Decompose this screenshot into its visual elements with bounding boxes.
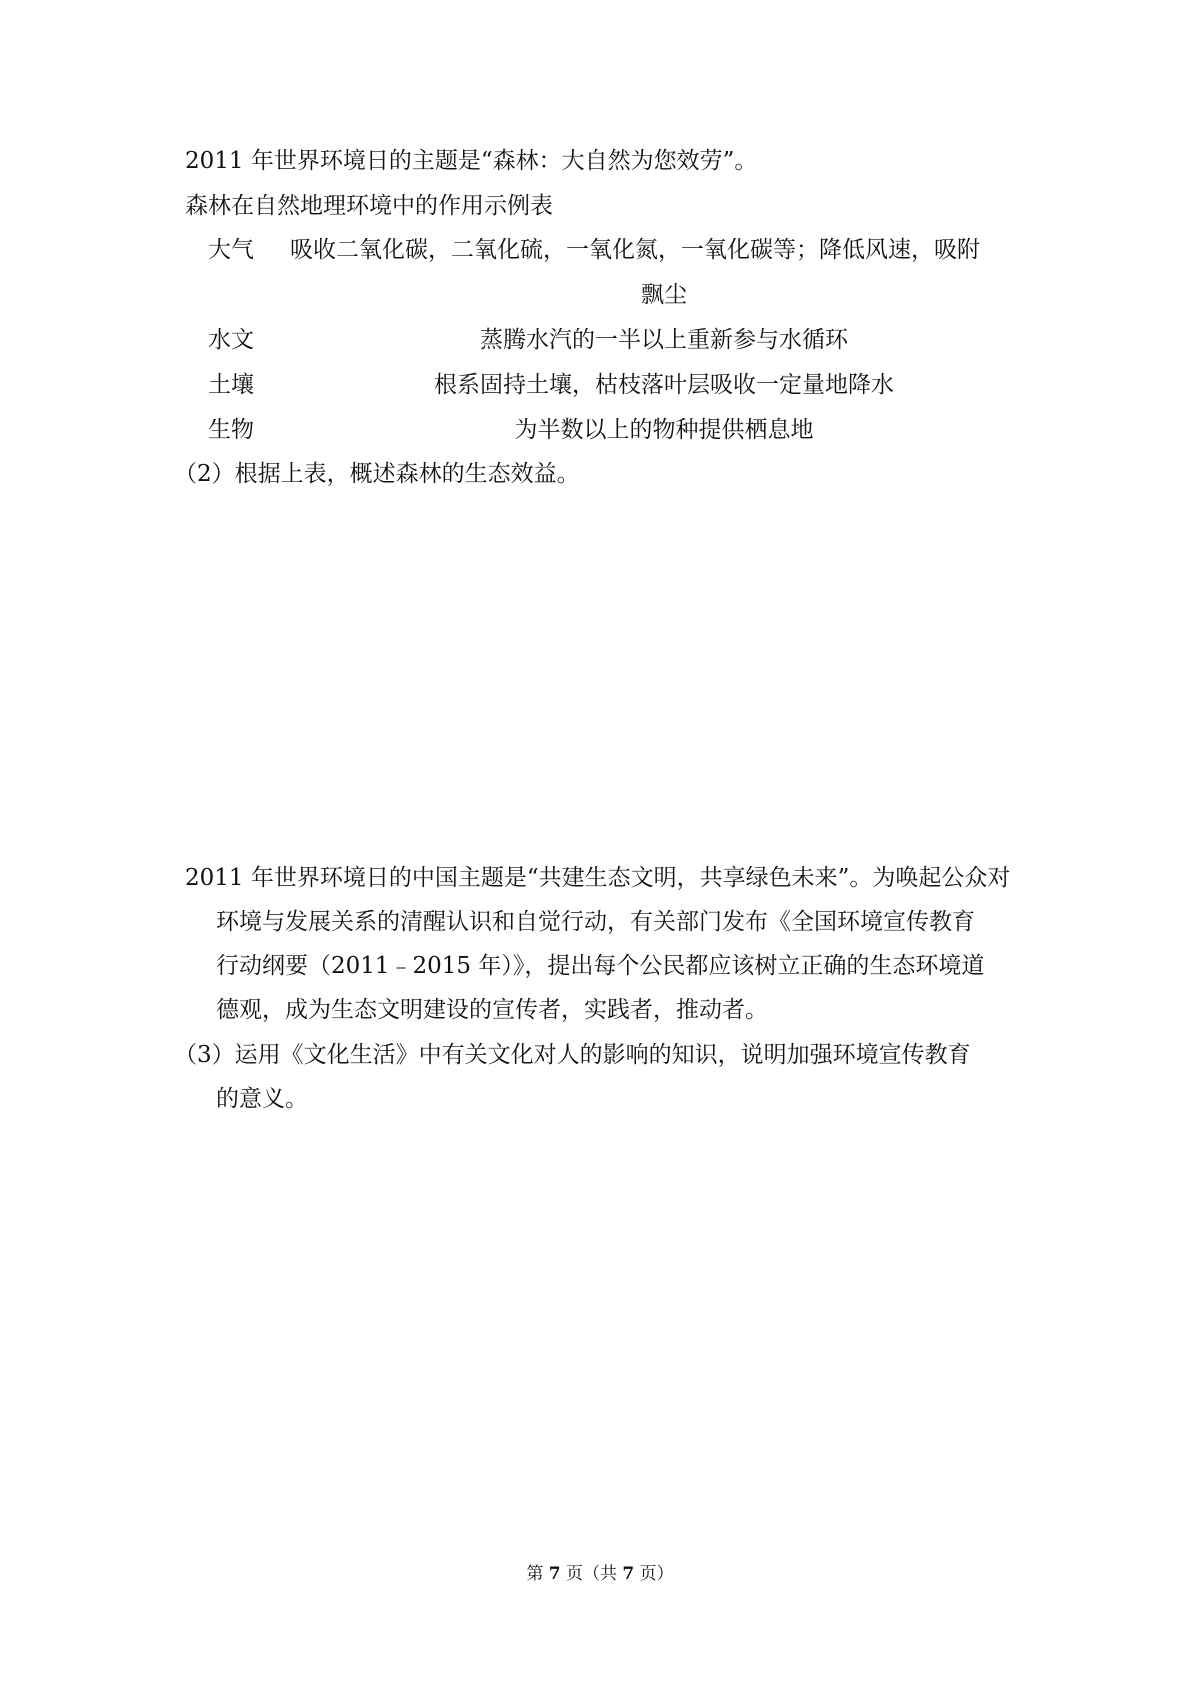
intro-text: 2011 年世界环境日的主题是“森林：大自然为您效劳”。 (185, 148, 758, 174)
table-row-atmosphere (208, 235, 1038, 265)
paragraph-line: 环境与发展关系的清醒认识和自觉行动，有关部门发布《全国环境宣传教育 (216, 909, 975, 935)
table-row-value: 为半数以上的物种提供栖息地 (514, 417, 814, 443)
footer-middle: 页（共 (566, 1564, 617, 1584)
question-3: （3）运用《文化生活》中有关文化对人的影响的知识，说明加强环境宣传教育 (174, 1042, 971, 1068)
page-footer (0, 1563, 1200, 1585)
paragraph-line: 2011 年世界环境日的中国主题是“共建生态文明，共享绿色未来”。为唤起公众对 (185, 865, 1011, 891)
footer-prefix: 第 (526, 1564, 544, 1584)
table-row-biology (208, 415, 1038, 445)
paragraph-line: 行动纲要（2011﹣2015 年）》，提出每个公民都应该树立正确的生态环境道 (216, 953, 985, 979)
table-row-key: 水文 (208, 327, 254, 353)
table-row-value: 根系固持土壤，枯枝落叶层吸收一定量地降水 (434, 372, 894, 398)
table-row-value: 吸收二氧化碳，二氧化硫，一氧化氮，一氧化碳等；降低风速，吸附 (290, 237, 980, 263)
table-title: 森林在自然地理环境中的作用示例表 (185, 193, 553, 219)
table-row-soil (208, 370, 1038, 400)
table-row-value: 蒸腾水汽的一半以上重新参与水循环 (480, 327, 848, 353)
total-pages: 7 (622, 1564, 635, 1584)
table-row-key: 土壤 (208, 372, 254, 398)
table-row-hydrology (208, 325, 1038, 355)
paragraph-line: 德观，成为生态文明建设的宣传者，实践者，推动者。 (216, 997, 768, 1023)
footer-suffix: 页） (639, 1564, 674, 1584)
question-3-continued: 的意义。 (216, 1086, 308, 1112)
table-row-key: 生物 (208, 417, 254, 443)
page-number: 7 (548, 1564, 561, 1584)
table-row-value-continued: 飘尘 (641, 282, 687, 308)
table-row-key: 大气 (208, 237, 254, 263)
question-2: （2）根据上表，概述森林的生态效益。 (174, 461, 580, 487)
